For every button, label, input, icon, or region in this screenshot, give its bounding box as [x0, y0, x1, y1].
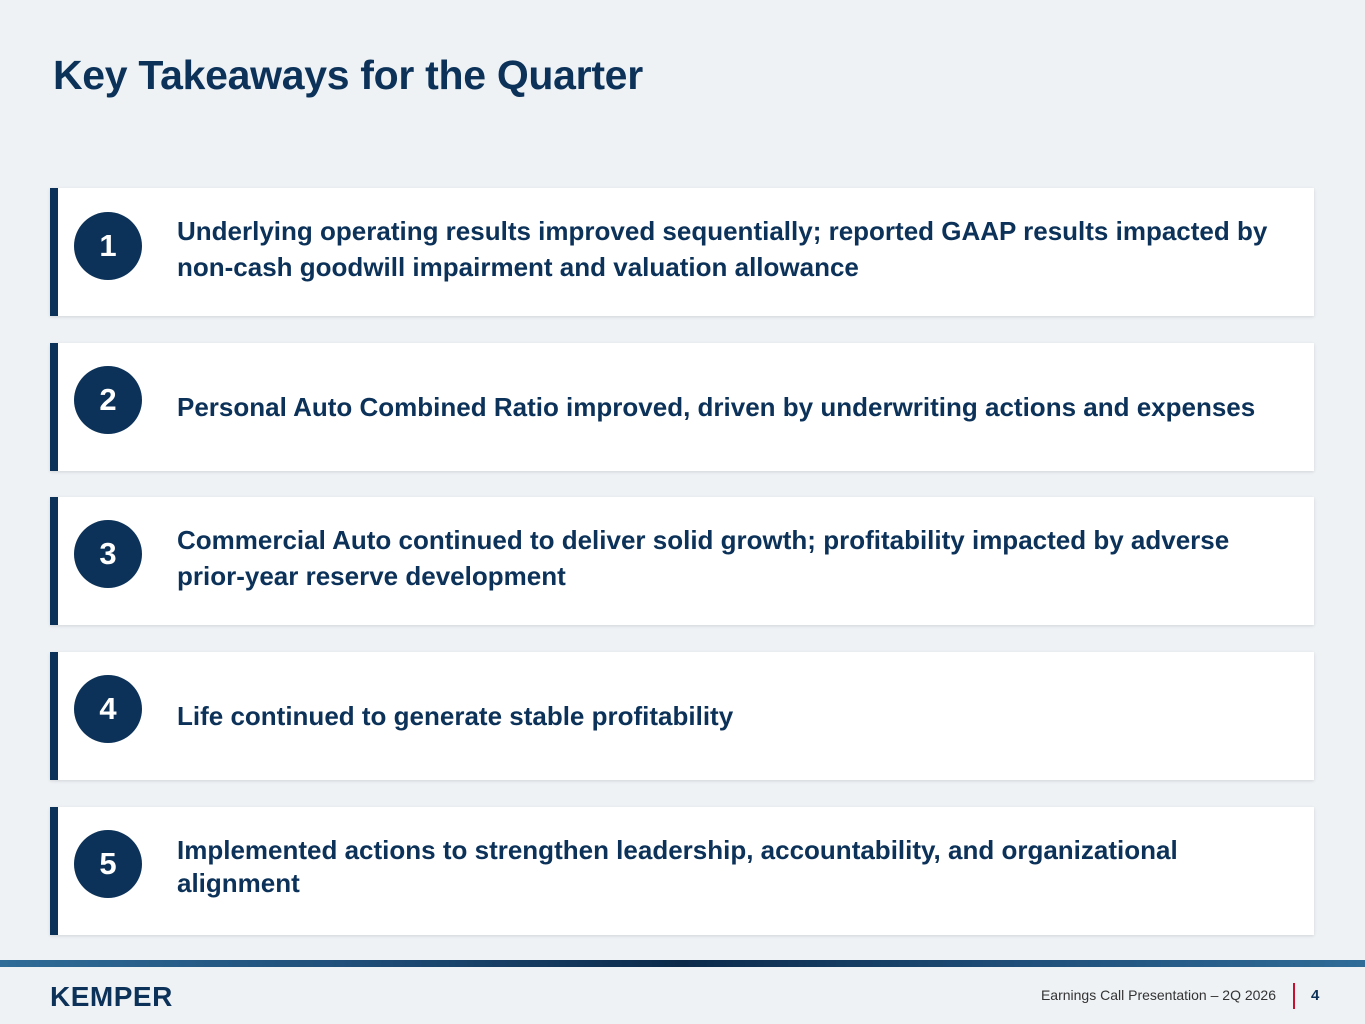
number-badge-4: 4 — [74, 675, 142, 743]
takeaway-text-4: Life continued to generate stable profitability — [177, 701, 734, 731]
takeaway-card-1 — [50, 188, 1314, 316]
takeaway-text-5: Implemented actions to strengthen leadership, accountability, and organizational alignment — [177, 835, 1178, 898]
takeaway-card-3 — [50, 497, 1314, 625]
footer-accent-bar — [0, 960, 1365, 967]
presentation-label: Earnings Call Presentation – 2Q 2026 — [1040, 987, 1276, 1003]
number-badge-1: 1 — [74, 212, 142, 280]
page-number: 4 — [1311, 987, 1320, 1004]
number-badge-3: 3 — [74, 520, 142, 588]
footer-divider — [1293, 983, 1295, 1009]
takeaway-text-3: Commercial Auto continued to deliver solid growth; profitability impacted by adverse prior-year reserve development — [177, 525, 1230, 591]
number-badge-2: 2 — [74, 366, 142, 434]
takeaway-card-2 — [50, 343, 1314, 471]
takeaway-card-5 — [50, 807, 1314, 935]
takeaway-text-1: Underlying operating results improved sequentially; reported GAAP results impacted by non-cash goodwill impairment and valuation allowance — [177, 216, 1268, 282]
takeaway-text-2: Personal Auto Combined Ratio improved, driven by underwriting actions and expenses — [177, 392, 1256, 422]
takeaway-card-4 — [50, 652, 1314, 780]
number-badge-5: 5 — [74, 830, 142, 898]
kemper-logo: KEMPER — [50, 981, 173, 1012]
page-title: Key Takeaways for the Quarter — [53, 52, 643, 98]
